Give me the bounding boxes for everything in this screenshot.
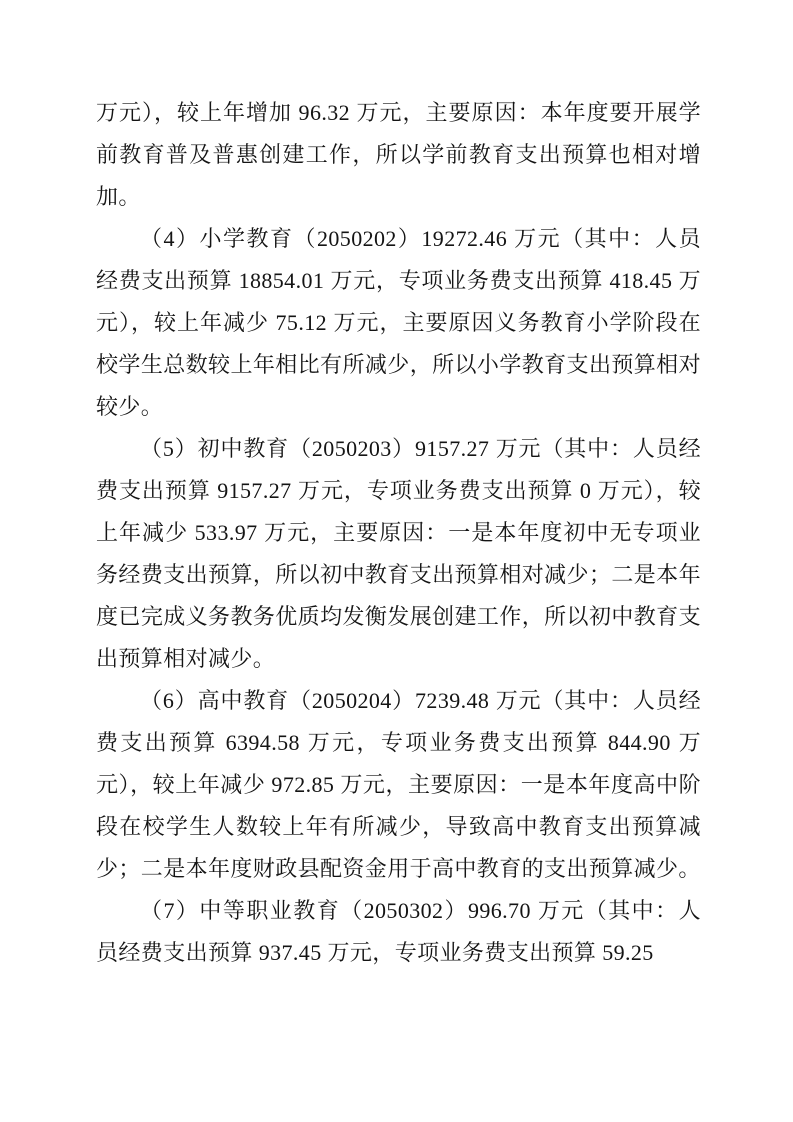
- paragraph-item7-secondary-vocational-education: （7）中等职业教育（2050302）996.70 万元（其中：人员经费支出预算 937.45 万元，专项业务费支出预算 59.25: [96, 898, 701, 965]
- paragraph-continued: 万元），较上年增加 96.32 万元，主要原因：本年度要开展学前教育普及普惠创建工作，所以学前教育支出预算也相对增加。: [96, 100, 701, 209]
- document-body: [96, 92, 701, 974]
- paragraph-item4-primary-education: （4）小学教育（2050202）19272.46 万元（其中：人员经费支出预算 18854.01 万元，专项业务费支出预算 418.45 万元），较上年减少 75.12 万元，主要原因义务教育小学阶段在校学生总数较上年相比有所减少，所以小学教育支出预算相对较少。: [96, 226, 701, 419]
- paragraph-item6-senior-high-education: （6）高中教育（2050204）7239.48 万元（其中：人员经费支出预算 6394.58 万元，专项业务费支出预算 844.90 万元），较上年减少 972.85 万元，主要原因：一是本年度高中阶段在校学生人数较上年有所减少，导致高中教育支出预算减少；二是本年度财政县配资金用于高中教育的支出预算减少。: [96, 688, 701, 881]
- paragraph-item5-junior-high-education: （5）初中教育（2050203）9157.27 万元（其中：人员经费支出预算 9157.27 万元，专项业务费支出预算 0 万元），较上年减少 533.97 万元，主要原因：一是本年度初中无专项业务经费支出预算，所以初中教育支出预算相对减少；二是本年度已完成义务教务优质均发衡发展创建工作，所以初中教育支出预算相对减少。: [96, 436, 701, 671]
